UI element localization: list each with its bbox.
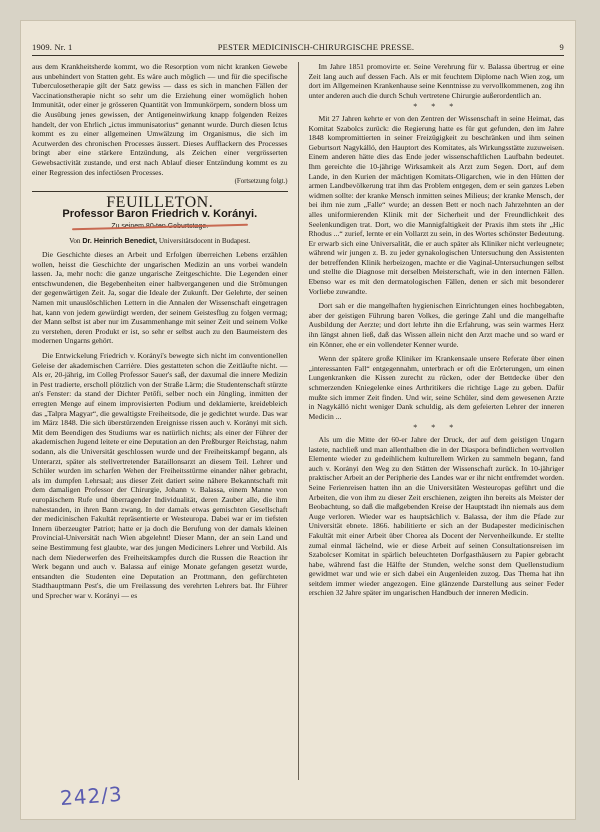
running-head <box>32 42 564 56</box>
byline-affiliation: Universitätsdocent in Budapest. <box>158 236 251 245</box>
page-number: 9 <box>559 42 564 52</box>
left-column <box>32 62 288 780</box>
feuilleton-paragraph: Als um die Mitte der 60-er Jahre der Druck, der auf dem geistigen Ungarn lastete, nachließ und man allenthalben die in der Diaspora befindlichen wertvollen Elemente wieder zu gedeihlichem kulturellem Wirken zu sammeln begann, fand auch v. Korányi den Weg zu den Stätten der Wissenschaft zurück. In 10-jähriger praktischer Arbeit an der Peripherie des Landes war er ihr nicht entfremdet worden. Seine Ferienreisen hatten ihn an die Universitäten Westeuropas geführt und die Arbeiten, die von ihm zu dieser Zeit erschienen, zeigten ihn bereits als Meister der Beobachtung, so daß die maßgebenden Kreise der Hauptstadt ihn niemals aus dem Auge verloren. Wieder war es hauptsächlich v. Balassa, der ihm die Pfade zur Universität ebnete. 1866. habilitierte er sich an der Budapester medicinischen Fakultät mit einer Arbeit über Chorea als Docent der Nervenheilkunde. Er stellte zumal einmal lächelnd, wie er diese Arbeit auf seinen Consultationsreisen im Szabolcser Komitat in spärlich beleuchteten Dorfgasthäusern zu Papier gebracht habe, während fast die Hälfte der Stunden, welche sonst dem Quellenstudium gewidmet war und wie er sich dabei ein Augenleiden zuzog. Das Thema hat ihn seitdem immer wieder angezogen. Eine glänzende Darstellung aus seiner Feder erschien 32 Jahre später im ungarischen Handbuch der inneren Medicin. <box>308 434 565 598</box>
right-column <box>309 62 565 780</box>
text-columns <box>32 62 564 780</box>
feuilleton-paragraph: Die Entwickelung Friedrich v. Korányi's bewegte sich nicht im conventionellen Geleise der akademischen Carrière. Dies gestatteten schon die Zeitläufte nicht. — Als er, 20-jährig, im Colleg Professor Sauer's saß, der daxumal die innere Medizin in Pest tradierte, erscholl plötzlich von der Straße Lärm; die Studentenschaft stürzte an's Fenster: da stand der Dichter Petőfi, selber noch ein Jüngling, inmitten der erregten Menge auf einem improvisierten Podium und deklamierte, kreidebleich das „Talpra Magyar“, die gewaltigste Freiheitsode, die je gedichtet wurde. Das war im März 1848. Die sich überstürzenden Ereignisse rissen auch v. Korányi mit sich. Mit dem Beendigen des Studiums war es natürlich nichts; als einer der Führer der akademischen Jugend leitete er eine Deputation an den Preßburger Reichstag, nahm sodann, als die Universität geschlossen wurde und der Freiheitskampf begann, als Unterarzt, später als stellvertretender Bataillonsarzt an diesem Teil. Lehrer und Schüler wurden im scharfen Wehen der Freiheitsstürme einander näher gebracht, als im dumpfen Lehrsaal; aus dieser Zeit datiert seine nähere Bekanntschaft mit dem damaligen Professor der Chirurgie, Johann v. Balassa, einem Manne von europäischem Rufe und überragender Individualität, deren Zauber alle, die ihm nahestanden, in ihren Bann zwang. In der damals etwas gemischten Gesellschaft der medicinischen Fakultät repräsentierte er Westeuropa. Dabei war er im tiefsten Innern überzeugter Patriot; hatte er ja doch die Berufung von der damals kleinen Provincial-Universität nach Wien abgelehnt! Dieser Mann, der an sein Land und seine Bestimmung fest glaubte, war des jungen Mediciners Lehrer und Vorbild. Als nach dem Niederwerfen des Freiheitskampfes durch die Russen die Reaction ihr Werk begann und auch v. Balassa auf einige Monate gefangen gesetzt wurde, entsandten die Studenten eine Deputation an Prottmann, den gefürchteten Stadthauptmann Pest's, die um Freilassung des verehrten Lehrers bat. Ihr Führer und Sprecher war v. Korányi — es <box>32 351 288 600</box>
journal-title: PESTER MEDICINISCH-CHIRURGISCHE PRESSE. <box>217 42 415 52</box>
section-separator: * * * <box>413 102 460 112</box>
byline-prefix: Von <box>69 236 81 245</box>
section-rule <box>32 191 288 192</box>
feuilleton-paragraph: Mit 27 Jahren kehrte er von den Zentren der Wissenschaft in seine Heimat, das Komitat Szabolcs zurück: die Regierung hatte es für gut gefunden, den im Jahre 1848 kompromittierten in seiner Freizügigkeit zu beschränken und ihm seinen Geburtsort Nagykálló, den Hauptort des Komitates, als Wirkungsstätte zuzuweisen. Einem anderen hätte dies das Ende jeder wissenschaftlichen Laufbahn bedeutet. Ihm gereichte die 10-jährige Wirksamkeit als Arzt zum Segen. Dort, auf dem Lande, in den Kurien der mächtigen Komitats-Oligarchen, wie in den Hütten der armen Landbevölkerung trat ihm das Problem entgegen, dem er sein ganzes Leben widmen sollte: der kranke Mensch inmitten seines Milieus; der kranke Mensch, der bei ihm nie zum „Falle“ wurde; an dessen Bett er noch nach Jahrzehnten an der alles uniformierenden Klinik mit der Sicherheit und der Freundlichkeit des Seelenkundigen trat. Dort, wo die Mannigfaltigkeit der Praxis ihm stets ihr „Hic Rhodus ...“ zurief, lernte er ein Vollarzt zu sein, in des Wortes schönster Bedeutung. Er erwarb sich eine Universalität, die er auch später als Kliniker nicht verleugnete; während wir jungen z. B. zu jeder gynakologischen Untersuchung den Assistenten der betreffenden Klinik herbeizogen, machte er die Vaginal-Untersuchungen selbst und stellte die Diagnose mit derselben Meisterschaft, wie in den internen Fällen. Ebenso war es mit den dermatologischen Fällen, denen er sich mit besonderer Vorliebe zuwandte. <box>308 113 565 296</box>
byline-author: Dr. Heinrich Benedict, <box>82 235 158 245</box>
feuilleton-paragraph: Wenn der spätere große Kliniker im Krankensaale unsere Referate über einen „interessanten Fall“ entgegennahm, unterbrach er oft die Erörterungen, um einen Lungenkranken die Kissen zurecht zu rücken, oder der Bettdecke über den schmerzenden Kniegelenke eines Arthritikers die richtige Lage zu geben. Dafür mußte sich immer Zeit finden. Und wir, seine Schüler, sind dem gewesenen Arzte in Nagykálló nicht weniger Dank schuldig, als dem gefeierten Lehrer der inneren Medicin ... <box>308 354 565 421</box>
handwritten-inventory-mark: 242/3 <box>59 781 124 811</box>
byline <box>32 236 288 247</box>
column-divider <box>298 62 299 780</box>
article-title: Professor Baron Friedrich v. Korányi. <box>62 208 258 221</box>
issue-number: 1909. Nr. 1 <box>32 42 73 52</box>
article-subtitle <box>32 222 288 232</box>
feuilleton-paragraph: Die Geschichte dieses an Arbeit und Erfolgen überreichen Lebens erzählen wollen, heisst die Geschichte der ungarischen Medizin an uns vorbei wandeln lassen. Ja, mehr noch: die ganze ungarische Zeitgeschichte. Die Legenden einer entschwundenen, die Begebenheiten einer halbvergangenen und die Strömungen der gegenwärtigen Zeit. Ja, sogar die Ideale der Zukunft. Der Gelehrte, der seinen Namen mit unauslöschlichen Lettern in die Annalen der Wissenschaft eingetragen hat, kann von jedem gewürdigt werden, der seinem Geistesflug zu folgen vermag; der Mann selbst ist aber nur im Zusammenhange mit seiner Zeit und seinem Volke zu verstehen, deren Produkt er ist, so sehr er selbst auch zu den Baumeistern des modernen Ungarns gehört. <box>32 250 288 346</box>
section-separator: * * * <box>413 423 460 433</box>
continued-article-text: aus dem Krankheitsherde kommt, wo die Resorption vom nicht kranken Gewebe aus unbehindert von Statten geht. Es wäre auch möglich — und für die specifische Tuberculosetherapie gilt der Satz gewiss — dass es sich in manchen Fällen der Vaccinationstherapie nicht so sehr um die Erziehung einer womöglich hohen Immunität, oder einer je grösseren Quantität von Immunkörpern, sondern bloss um die Ausübung jenes gewissen, der Antigeneinwirkung knapp folgenden Reizes handelt, der von Ehrlich „ictus immunisatorius“ genannt wurde. Durch diesen Ictus kommt es zu einer allgemeinen Umwälzung im Organismus, die sich im Acutwerden des chronischen Processes äussert. Dieses Aufflackern des Processes bringt aber eine stärkere Entzündung, als Zeichen einer vergrösserten Gewebsactivität zustande, und erst nach Ablauf dieser Entzündung kommt es zu einer Regression des infectiösen Processes. <box>32 62 288 177</box>
section-heading: FEUILLETON. <box>106 193 214 211</box>
feuilleton-paragraph: Dort sah er die mangelhaften hygienischen Einrichtungen eines hochbegabten, aber der geistigen Führung baren Volkes, die geringe Zahl und die mangelhafte Ausbildung der Aerzte; und dort lehrte ihn die Erfahrung, was sein warmes Herz ihn längst ahnen ließ, daß das Wissen allein nicht den Arzt mache und so ward er ein Könner, ehe er ein vollendeter Kenner wurde. <box>308 301 565 349</box>
page <box>20 20 576 820</box>
feuilleton-paragraph: Im Jahre 1851 promovirte er. Seine Verehrung für v. Balassa übertrug er eine Zeit lang auch auf dessen Fach. Als er mit feuchtem Diplome nach Wien zog, um dort im Allgemeinen Krankenhause seine Kenntnisse zu vervollkommenen, zog ihn unter anderen auch die durch Schuh vertretene Chirurgie außerordentlich an. <box>308 62 565 100</box>
continuation-note: (Fortsetzung folgt.) <box>234 178 288 186</box>
